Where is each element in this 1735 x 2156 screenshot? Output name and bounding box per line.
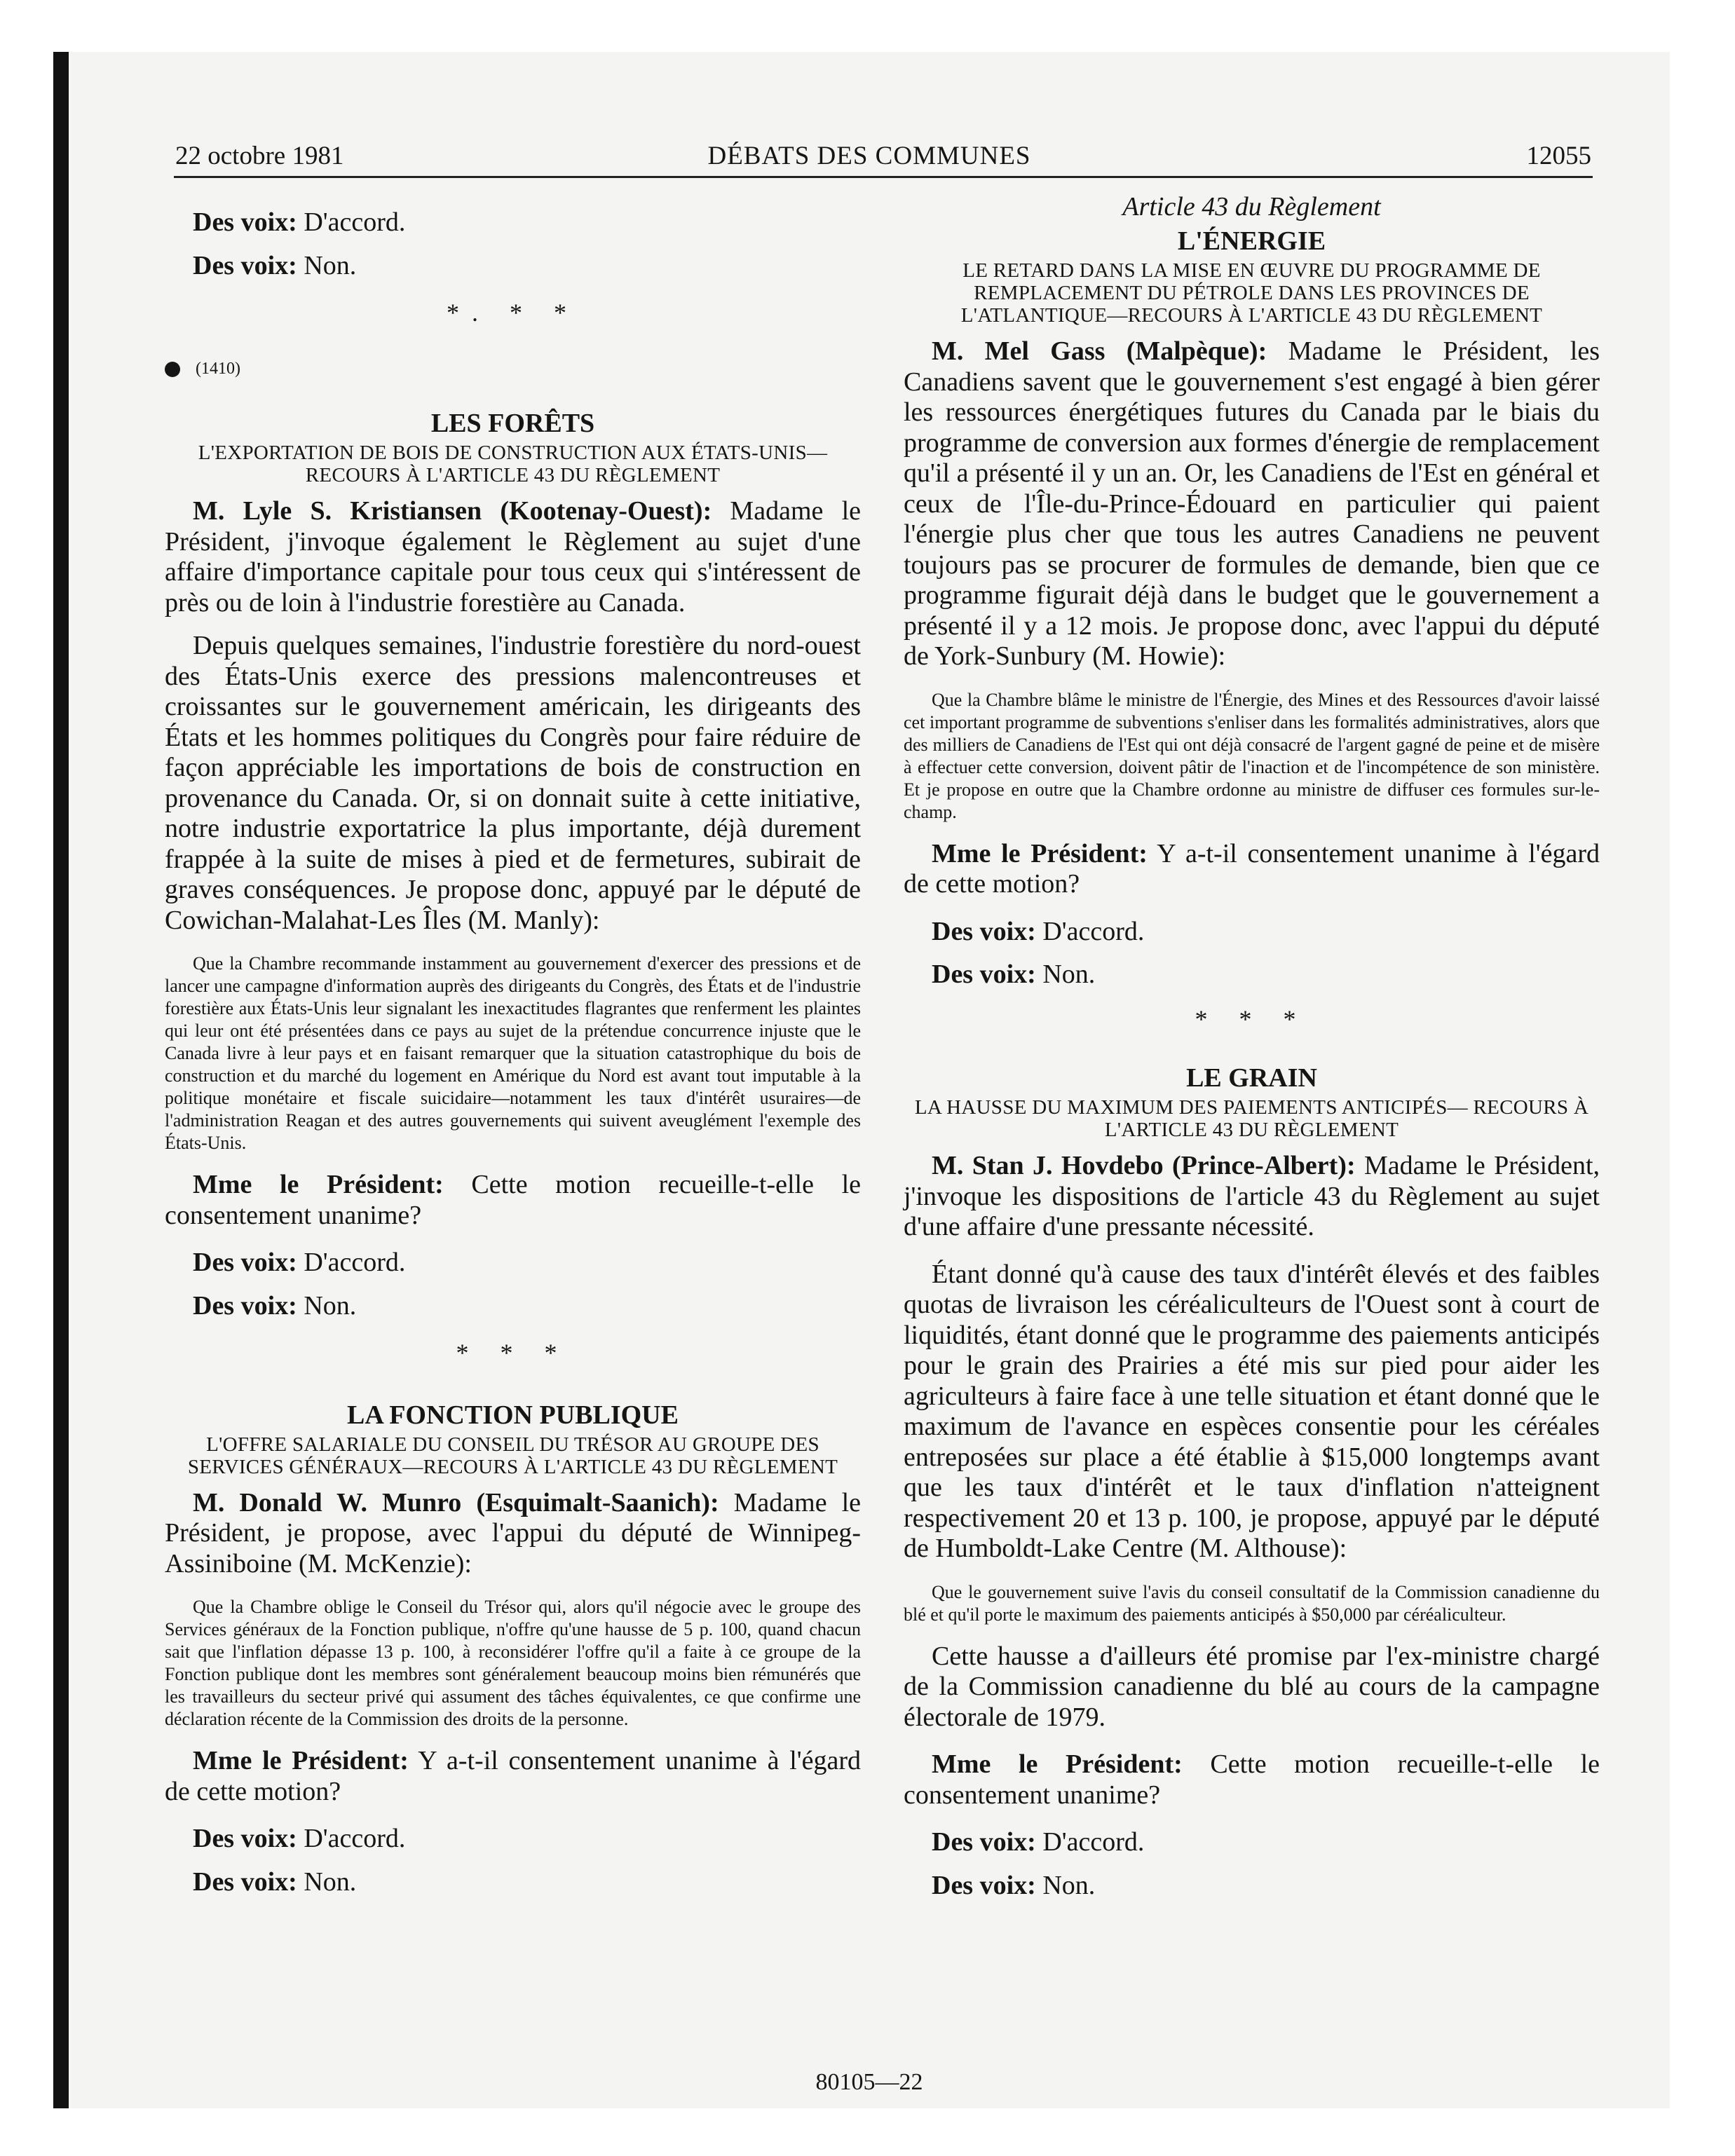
speech-paragraph: M. Donald W. Munro (Esquimalt-Saanich): Madame le Président, je propose, avec l'appui du député de Winnipeg-Assiniboine (M. McKenzie):: [165, 1487, 861, 1578]
section-title: LES FORÊTS: [430, 409, 595, 438]
voice-line: Des voix: D'accord.: [193, 207, 406, 237]
voice-line: Des voix: D'accord.: [193, 1248, 406, 1277]
speech-paragraph: Depuis quelques semaines, l'industrie forestière du nord-ouest des États-Unis exerce des pressions malencontreuses et croissantes sur le gouvernement américain, les dirigeants des États et les hommes politiques du Congrès pour faire réduire de façon appréciable les importations de bois de construction en provenance du Canada. Or, si on donnait suite à cette initiative, notre industrie exportatrice la plus importante, déjà durement frappée à la suite de mises à pied et de fermetures, subirait de graves conséquences. Je propose donc, appuyé par le député de Cowichan-Malahat-Les Îles (M. Manly):: [165, 631, 861, 935]
chair-line: Mme le Président: Cette motion recueille-t-elle le consentement unanime?: [904, 1749, 1600, 1810]
motion-text: Que la Chambre oblige le Conseil du Trésor qui, alors qu'il négocie avec le groupe des Services généraux de la Fonction publique, n'offre qu'une hausse de 5 p. 100, quand chacun sait que l'inflation dépasse 13 p. 100, à reconsidérer l'offre qu'il a faite à ce groupe de la Fonction publique dont les membres sont généralement beaucoup moins bien rémunérés que les travailleurs du secteur privé qui assument des tâches équivalentes, ce que confirme une déclaration récente de la Commission des droits de la personne.: [165, 1597, 861, 1729]
document-page: [53, 52, 1670, 2108]
section-separator: * * *: [456, 1339, 570, 1367]
voice-line: Des voix: Non.: [193, 1867, 357, 1897]
section-energie: [904, 192, 1600, 990]
running-head-title: DÉBATS DES COMMUNES: [707, 142, 1031, 170]
rubric: Article 43 du Règlement: [1122, 192, 1381, 221]
chair-line: Mme le Président: Cette motion recueille-t-elle le consentement unanime?: [165, 1170, 861, 1230]
voice-line: Des voix: D'accord.: [932, 916, 1145, 946]
speech-paragraph: M. Mel Gass (Malpèque): Madame le Président, les Canadiens savent que le gouvernement s'est engagé à bien gérer les ressources énergétiques futures du Canada par le biais du programme de conversion aux formes d'énergie de remplacement qu'il a présenté il y un an. Or, les Canadiens de l'Est en général et ceux de l'Île-du-Prince-Édouard en particulier qui paient l'énergie plus cher que tous les autres Canadiens ne peuvent toujours pas se procurer de formules de demande, bien que ce programme figurait déjà dans le budget que le gouvernement a présenté il y a 12 mois. Je propose donc, avec l'appui du député de York-Sunbury (M. Howie):: [904, 336, 1600, 671]
chair-line: Mme le Président: Y a-t-il consentement unanime à l'égard de cette motion?: [165, 1746, 862, 1806]
section-subtitle: LA HAUSSE DU MAXIMUM DES PAIEMENTS ANTICIPÉS— RECOURS À L'ARTICLE 43 DU RÈGLEMENT: [914, 1096, 1589, 1141]
voice-line: Des voix: Non.: [193, 1290, 357, 1321]
speech-paragraph: M. Stan J. Hovdebo (Prince-Albert): Madame le Président, j'invoque les dispositions de l'article 43 du Règlement au sujet d'une affaire d'une pressante nécessité.: [904, 1151, 1600, 1241]
running-head-date: 22 octobre 1981: [175, 142, 344, 170]
section-subtitle: L'EXPORTATION DE BOIS DE CONSTRUCTION AUX ÉTATS-UNIS— RECOURS À L'ARTICLE 43 DU RÈGLEMENT: [198, 442, 828, 486]
section-separator: * * *: [1195, 1004, 1309, 1033]
motion-text: Que la Chambre recommande instamment au gouvernement d'exercer des pressions et de lancer une campagne d'information auprès des dirigeants du Congrès, des États et de l'industrie forestière aux États-Unis leur signalant les inexactitudes flagrantes que renferment les plaintes qui leur ont été présentées dans ce pays au sujet de la prétendue concurrence injuste que le Canada livre à leur pays et en faisant remarquer que la situation catastrophique du bois de construction et du marché du logement en Amérique du Nord est avant tout imputable à la politique monétaire et fiscale suicidaire—notamment les taux d'intérêt usuraires—de l'administration Reagan et des autres gouvernements qui suivent aveuglément l'exemple des États-Unis.: [165, 953, 861, 1153]
speech-paragraph: Étant donné qu'à cause des taux d'intérêt élevés et des faibles quotas de livraison les céréaliculteurs de l'Ouest sont à court de liquidités, étant donné que le programme des paiements anticipés pour le grain des Prairies a été mis sur pied pour aider les agriculteurs à faire face à une telle situation et étant donné que le maximum de l'avance en espèces consentie pour les céréales entreposées sur place a été établie à $15,000 longtemps avant que les taux d'intérêt et le taux d'inflation n'atteignent respectivement 20 et 13 p. 100, je propose, appuyé par le député de Humboldt-Lake Centre (M. Althouse):: [904, 1259, 1600, 1563]
section-subtitle: L'OFFRE SALARIALE DU CONSEIL DU TRÉSOR AU GROUPE DES SERVICES GÉNÉRAUX—RECOURS À L'ARTICLE 43 DU RÈGLEMENT: [187, 1433, 838, 1478]
section-grain: [904, 1063, 1600, 1901]
voice-line: Des voix: Non.: [932, 1870, 1096, 1900]
speech-paragraph: Cette hausse a d'ailleurs été promise par l'ex-ministre chargé de la Commission canadienne du blé au cours de la campagne électorale de 1979.: [904, 1641, 1600, 1732]
motion-text: Que le gouvernement suive l'avis du conseil consultatif de la Commission canadienne du blé et qu'il porte le maximum des paiements anticipés à $50,000 par céréaliculteur.: [904, 1581, 1600, 1625]
motion-text: Que la Chambre blâme le ministre de l'Énergie, des Mines et des Ressources d'avoir laissé cet important programme de subventions s'enliser dans les formalités administratives, alors que des milliers de Canadiens de l'Est qui ont déjà consacré de l'argent gagné de peine et de misère à effectuer cette conversion, doivent pâtir de l'inaction et de l'incompétence de son ministère. Et je propose en outre que la Chambre ordonne au ministre de diffuser ces formules sur-le-champ.: [904, 689, 1600, 822]
section-title: L'ÉNERGIE: [1177, 226, 1326, 256]
bullet-icon: [165, 362, 180, 377]
left-column: [165, 192, 861, 1910]
section-separator: *. * *: [447, 299, 579, 327]
page-number: 12055: [1526, 142, 1591, 170]
section-forets: [165, 408, 861, 1321]
voice-line: Des voix: D'accord.: [932, 1827, 1145, 1857]
voice-line: Des voix: Non.: [932, 960, 1096, 989]
chair-line: Mme le Président: Y a-t-il consentement unanime à l'égard de cette motion?: [904, 838, 1600, 899]
right-column: [904, 192, 1600, 1913]
speech-paragraph: M. Lyle S. Kristiansen (Kootenay-Ouest): Madame le Président, j'invoque également le Règlement au sujet d'une affaire d'importance capitale pour tous ceux qui s'intéressent de près ou de loin à l'industrie forestière au Canada.: [165, 496, 861, 618]
section-subtitle: LE RETARD DANS LA MISE EN ŒUVRE DU PROGRAMME DE REMPLACEMENT DU PÉTROLE DANS LES PROVINCES DE L'ATLANTIQUE—RECOURS À L'ARTICLE 43 DU RÈGLEMENT: [960, 259, 1543, 327]
timecode: (1410): [165, 354, 861, 385]
section-title: LA FONCTION PUBLIQUE: [347, 1400, 679, 1430]
voice-line: Des voix: Non.: [193, 250, 357, 280]
section-fonction-publique: [165, 1400, 861, 1898]
page-footer-code: 80105—22: [815, 2069, 923, 2095]
header-rule: [174, 176, 1593, 178]
section-title: LE GRAIN: [1186, 1063, 1317, 1093]
voice-line: Des voix: D'accord.: [193, 1824, 406, 1853]
